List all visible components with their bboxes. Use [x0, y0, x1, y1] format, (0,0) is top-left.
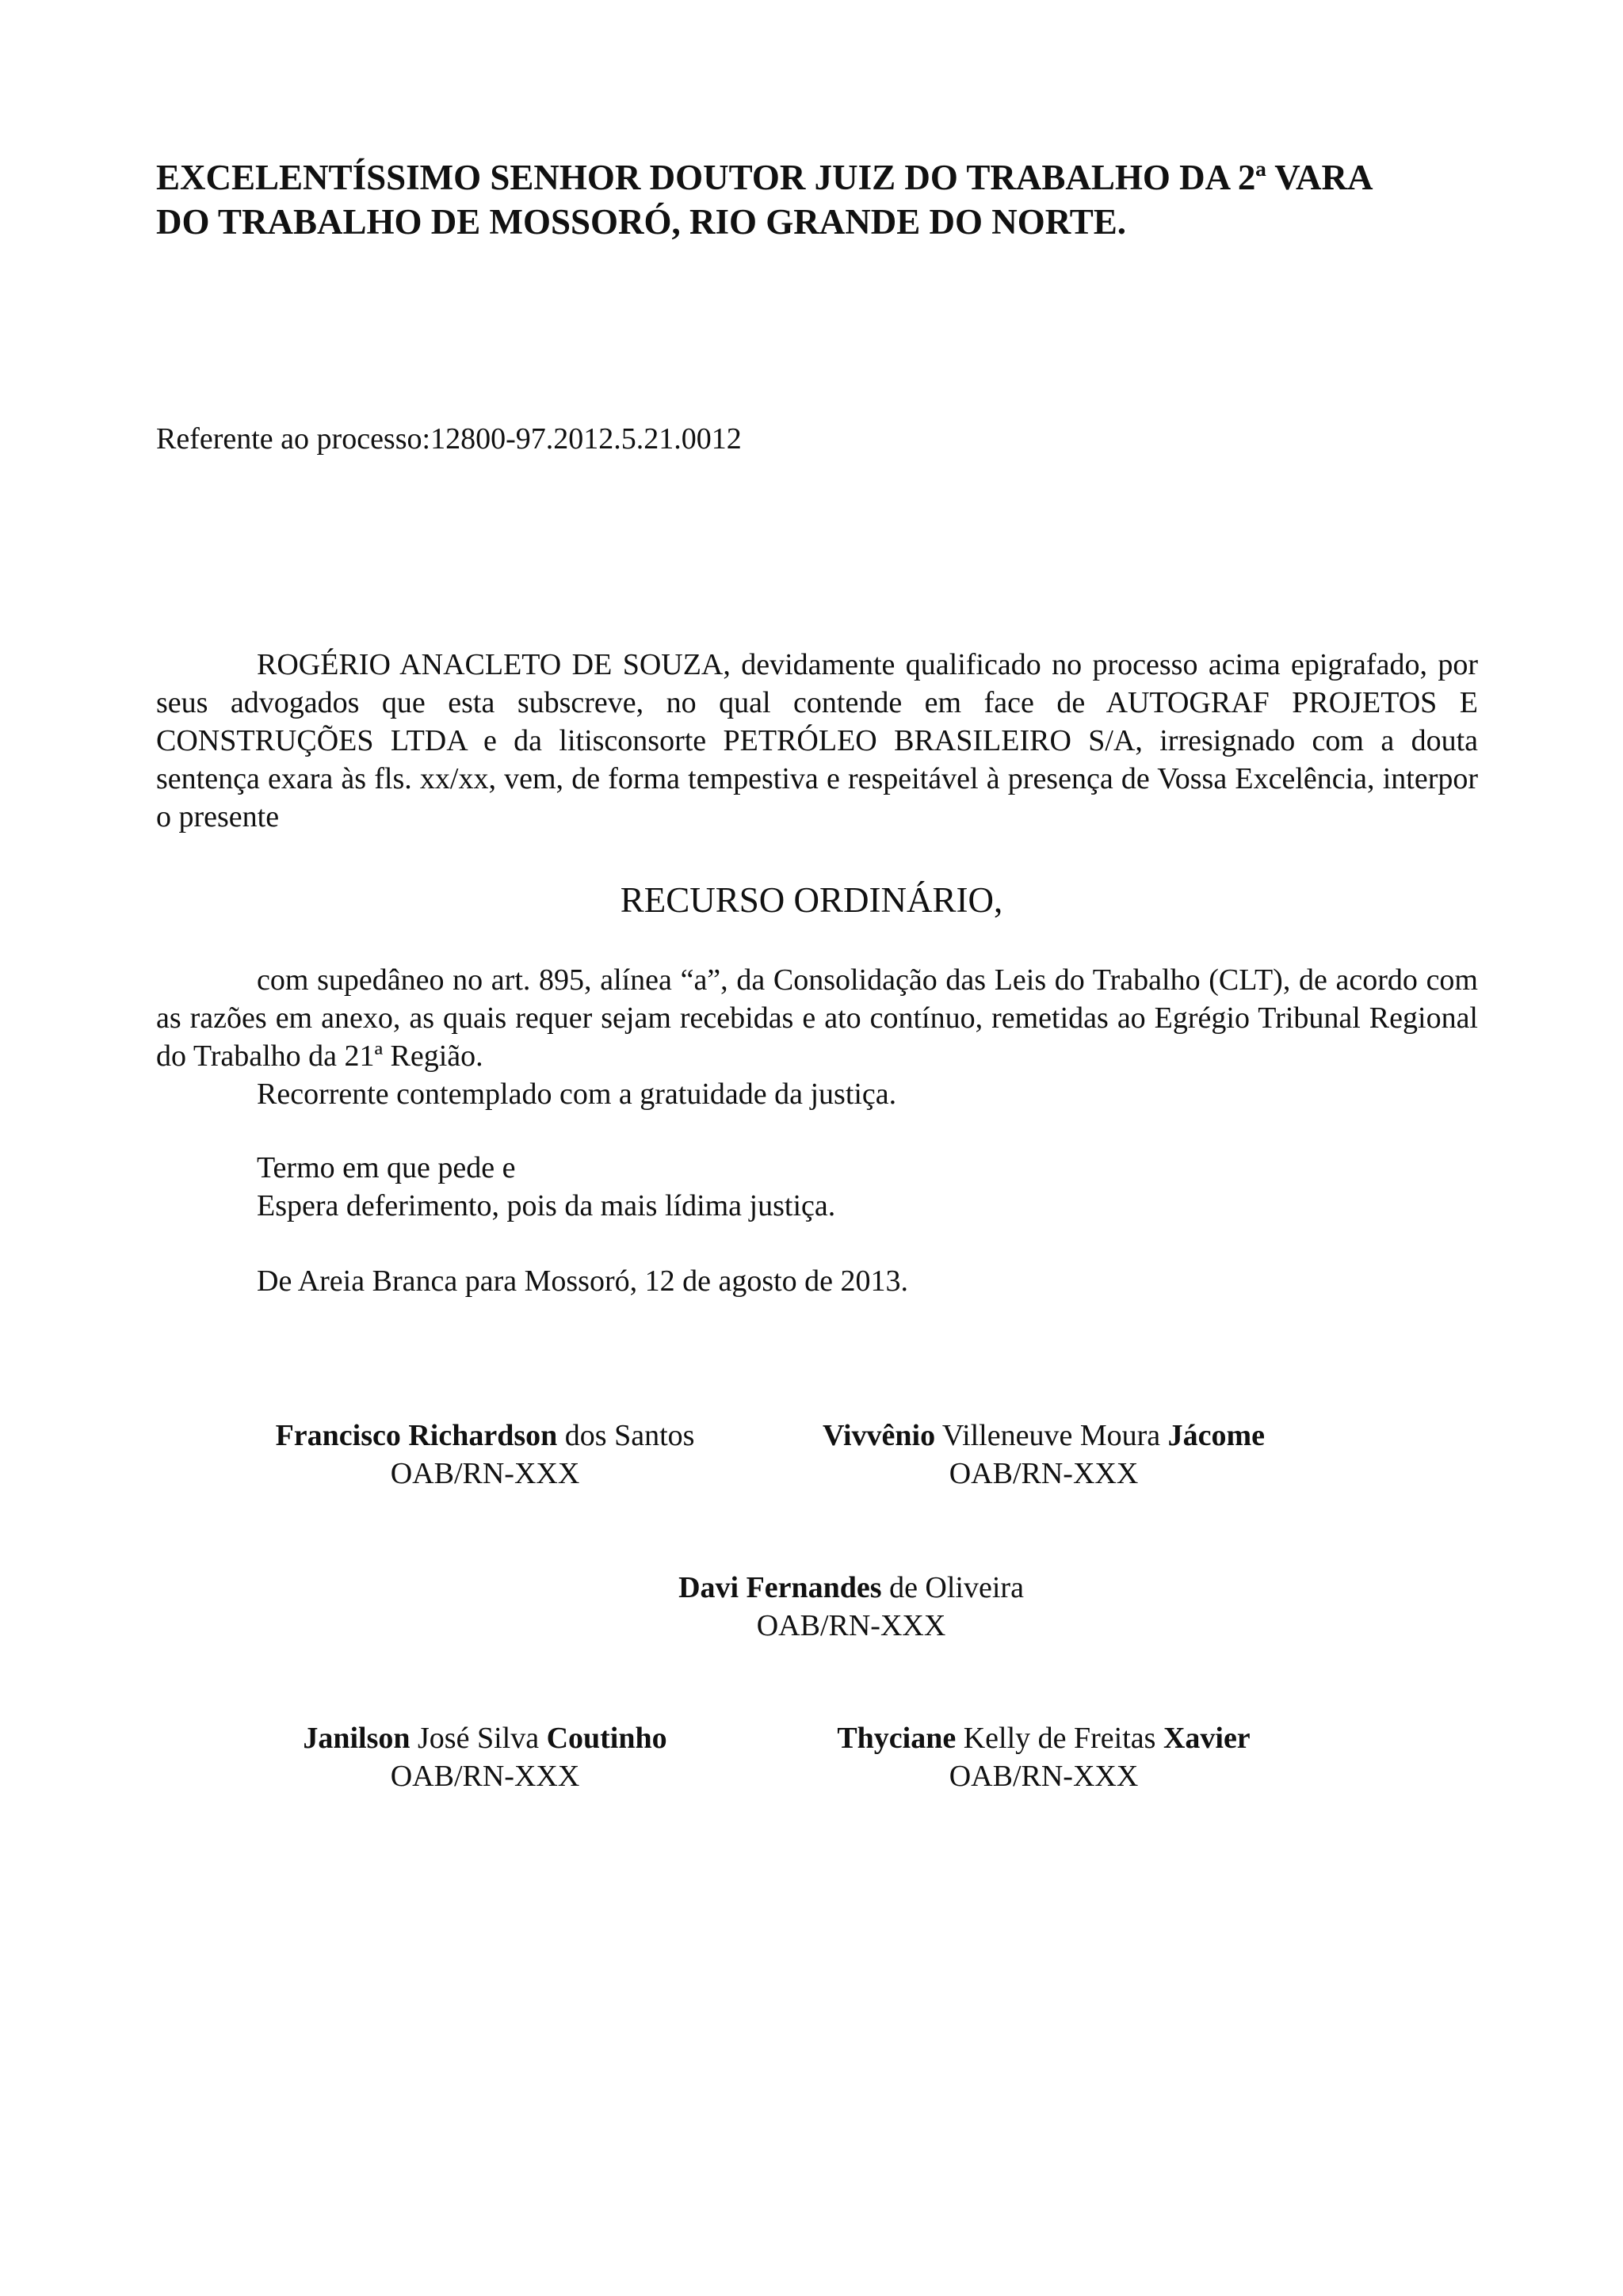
signature-block	[257, 1417, 713, 1493]
signatory-name-part: Villeneuve Moura	[935, 1419, 1168, 1452]
oab-registration: OAB/RN-XXX	[756, 1609, 946, 1642]
oab-registration: OAB/RN-XXX	[390, 1760, 580, 1793]
signatory-name-part: de Oliveira	[881, 1571, 1024, 1604]
signature-block	[653, 1569, 1049, 1645]
oab-registration: OAB/RN-XXX	[949, 1457, 1139, 1490]
signatory-name-part: Thyciane	[837, 1722, 957, 1755]
signatory-name-part: Vivvênio	[822, 1419, 936, 1452]
signatory-name	[257, 1417, 713, 1455]
gratuity-note: Recorrente contemplado com a gratuidade da justiça.	[257, 1077, 897, 1111]
signatory-name-part: Davi Fernandes	[678, 1571, 882, 1604]
heading-line-2: DO TRABALHO DE MOSSORÓ, RIO GRANDE DO NORTE.	[156, 202, 1126, 242]
oab-registration: OAB/RN-XXX	[949, 1760, 1139, 1793]
signatory-name-part: Janilson	[303, 1722, 411, 1755]
closing-line-1: Termo em que pede e	[257, 1151, 516, 1184]
signature-block	[802, 1417, 1285, 1493]
closing-line-2: Espera deferimento, pois da mais lídima justiça.	[257, 1189, 836, 1222]
signatory-name	[802, 1719, 1285, 1757]
oab-registration: OAB/RN-XXX	[390, 1457, 580, 1490]
signatory-name-part: José Silva	[410, 1722, 547, 1755]
signatory-name	[257, 1719, 713, 1757]
signature-block	[802, 1719, 1285, 1795]
signatory-name-part: dos Santos	[557, 1419, 695, 1452]
signatory-name-part: Francisco Richardson	[275, 1419, 558, 1452]
intro-paragraph: ROGÉRIO ANACLETO DE SOUZA, devidamente qualificado no processo acima epigrafado, por seus advogados que esta subscreve, no qual contende em face de AUTOGRAF PROJETOS E CONSTRUÇÕES LTDA e da litisconsorte PETRÓLEO BRASILEIRO S/A, irresignado com a douta sentença exara às fls. xx/xx, vem, de forma tempestiva e respeitável à presença de Vossa Excelência, interpor o presente	[156, 648, 1478, 833]
signatory-name	[653, 1569, 1049, 1607]
place-and-date: De Areia Branca para Mossoró, 12 de agosto de 2013.	[257, 1264, 909, 1298]
signatory-name-part: Xavier	[1163, 1722, 1251, 1755]
legal-basis-paragraph: com supedâneo no art. 895, alínea “a”, da Consolidação das Leis do Trabalho (CLT), de acordo com as razões em anexo, as quais requer sejam recebidas e ato contínuo, remetidas ao Egrégio Tribunal Regional do Trabalho da 21ª Região.	[156, 963, 1478, 1073]
heading-line-1: EXCELENTÍSSIMO SENHOR DOUTOR JUIZ DO TRABALHO DA 2ª VARA	[156, 158, 1373, 197]
signatory-name	[802, 1417, 1285, 1455]
case-reference: Referente ao processo:12800-97.2012.5.21.0012	[156, 422, 742, 456]
signatory-name-part: Kelly de Freitas	[956, 1722, 1163, 1755]
signatory-name-part: Coutinho	[546, 1722, 667, 1755]
document-heading	[156, 155, 1487, 244]
signatory-name-part: Jácome	[1167, 1419, 1266, 1452]
appeal-title: RECURSO ORDINÁRIO,	[620, 880, 1003, 920]
signature-block	[257, 1719, 713, 1795]
